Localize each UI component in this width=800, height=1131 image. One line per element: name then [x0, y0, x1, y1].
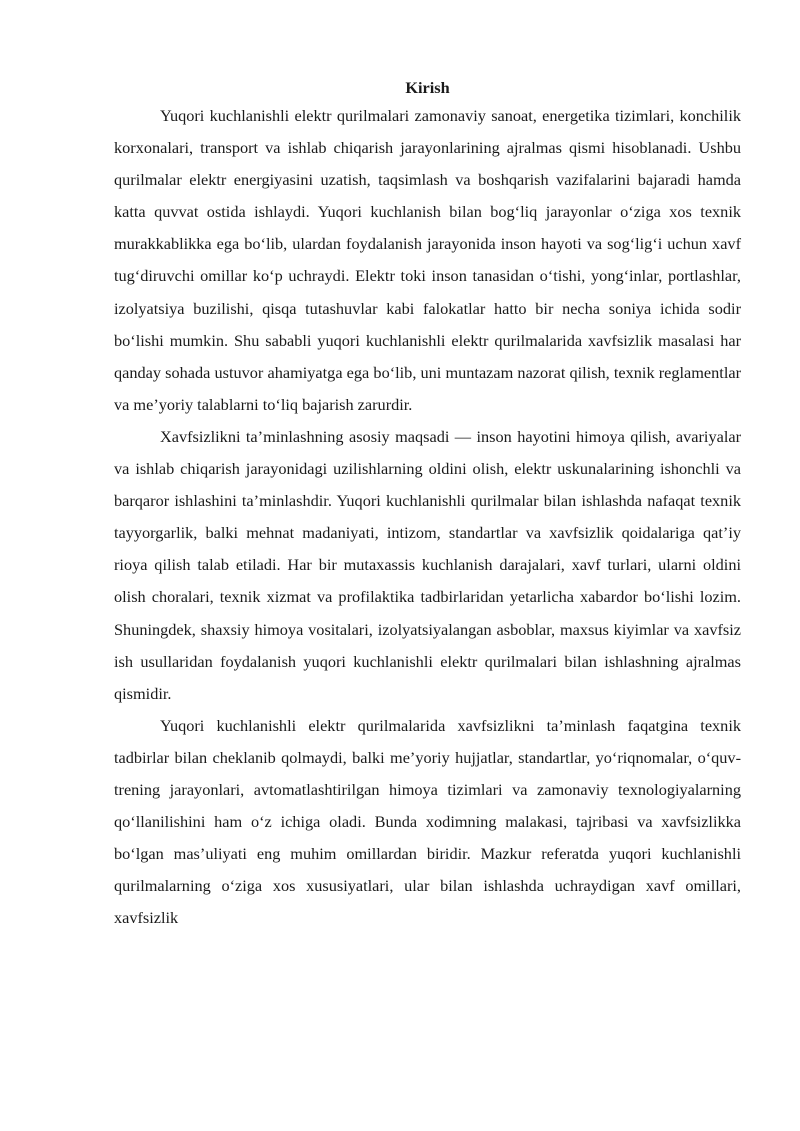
paragraph-2: Xavfsizlikni ta’minlashning asosiy maqsadi — inson hayotini himoya qilish, avariyalar va ishlab chiqarish jarayonidagi uzilishlarning oldini olish, elektr uskunalarining ishonchli va barqaror ishlashini ta’minlashdir. Yuqori kuchlanishli qurilmalar bilan ishlashda nafaqat texnik tayyorgarlik, balki mehnat madaniyati, intizom, standartlar va xavfsizlik qoidalariga qat’iy rioya qilish talab etiladi. Har bir mutaxassis kuchlanish darajalari, xavf turlari, ularni oldini olish choralari, texnik xizmat va profilaktika tadbirlaridan yetarlicha xabardor bo‘lishi lozim. Shuningdek, shaxsiy himoya vositalari, izolyatsiyalangan asboblar, maxsus kiyimlar va xavfsiz ish usullaridan foydalanish yuqori kuchlanishli elektr qurilmalari bilan ishlashning ajralmas qismidir.: [114, 426, 741, 703]
document-body: [114, 76, 741, 934]
document-title: Kirish: [405, 78, 450, 97]
paragraph-1: Yuqori kuchlanishli elektr qurilmalari zamonaviy sanoat, energetika tizimlari, konchilik korxonalari, transport va ishlab chiqarish jarayonlarining ajralmas qismi hisoblanadi. Ushbu qurilmalar elektr energiyasini uzatish, taqsimlash va boshqarish vazifalarini bajaradi hamda katta quvvat ostida ishlaydi. Yuqori kuchlanish bilan bog‘liq jarayonlar o‘ziga xos texnik murakkablikka ega bo‘lib, ulardan foydalanish jarayonida inson hayoti va sog‘lig‘i uchun xavf tug‘diruvchi omillar ko‘p uchraydi. Elektr toki inson tanasidan o‘tishi, yong‘inlar, portlashlar, izolyatsiya buzilishi, qisqa tutashuvlar kabi falokatlar hatto bir necha soniya ichida sodir bo‘lishi mumkin. Shu sababli yuqori kuchlanishli elektr qurilmalarida xavfsizlik masalasi har qanday sohada ustuvor ahamiyatga ega bo‘lib, uni muntazam nazorat qilish, texnik reglamentlar va me’yoriy talablarni to‘liq bajarish zarurdir.: [114, 106, 741, 414]
paragraph-3: Yuqori kuchlanishli elektr qurilmalarida xavfsizlikni ta’minlash faqatgina texnik tadbirlar bilan cheklanib qolmaydi, balki me’yoriy hujjatlar, standartlar, yo‘riqnomalar, o‘quv-trening jarayonlari, avtomatlashtirilgan himoya tizimlari va zamonaviy texnologiyalarning qo‘llanilishini ham o‘z ichiga oladi. Bunda xodimning malakasi, tajribasi va xavfsizlikka bo‘lgan mas’uliyati eng muhim omillardan biridir. Mazkur referatda yuqori kuchlanishli qurilmalarning o‘ziga xos xususiyatlari, ular bilan ishlashda uchraydigan xavf omillari, xavfsizlik: [114, 715, 741, 928]
